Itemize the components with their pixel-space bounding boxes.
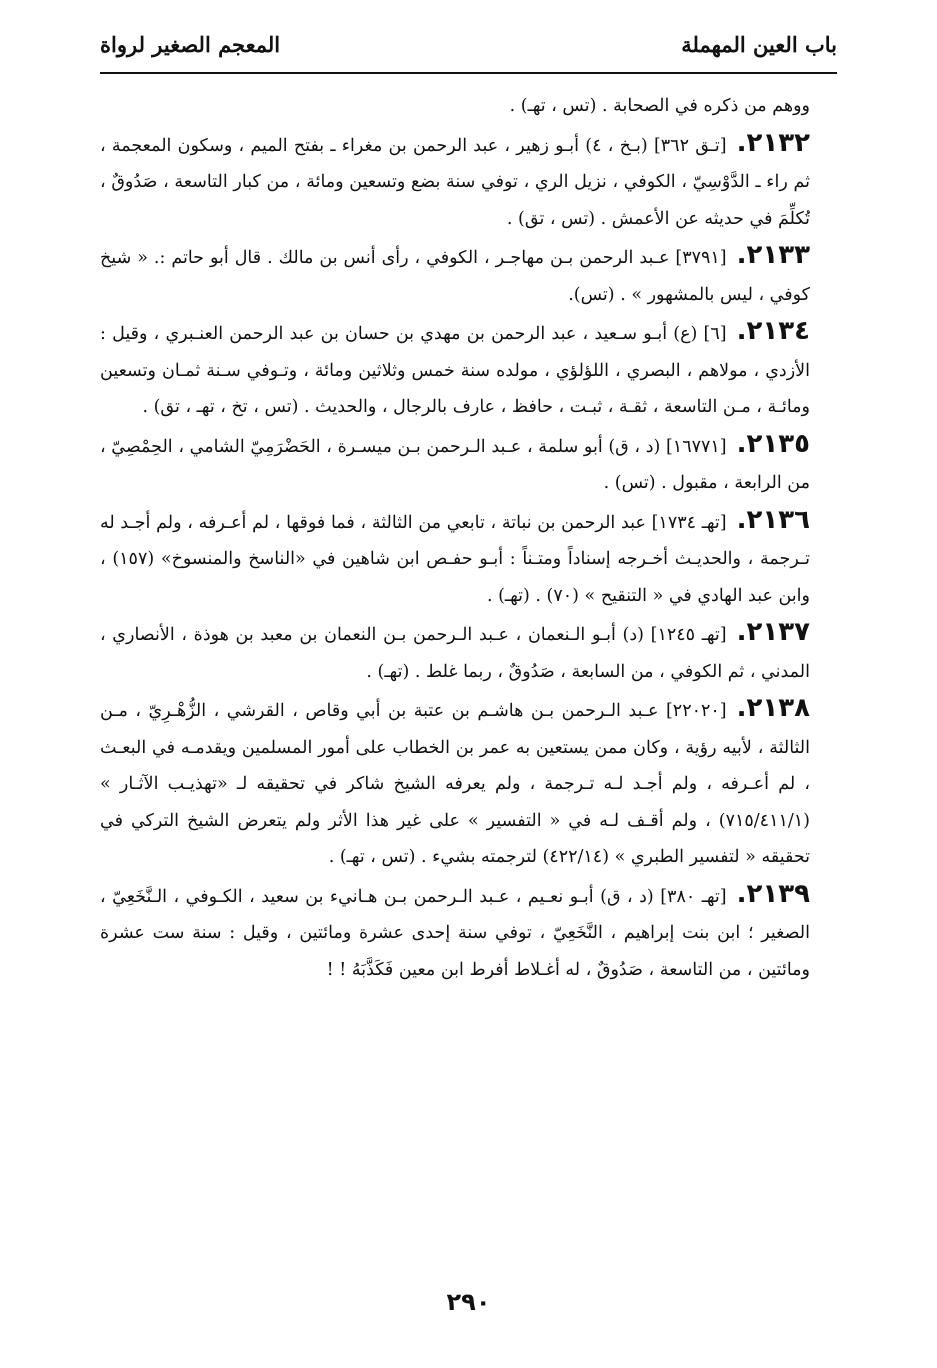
page-number: ٢٩٠ (446, 1288, 491, 1316)
entry-number: ٢١٣٤. (736, 316, 810, 346)
entry-text: [تهـ ١٧٣٤] عبد الرحمن بن نباتة ، تابعي من الثالثة ، فما فوقها ، لم أعـرفه ، ولم أجـد له تـرجمة ، والحديـث أخـرجه إسناداً ومتـناً : أبـو حفـص ابن شاهين في «الناسخ والمنسوخ» (١٥٧) ، وابن عبد الهادي في « التنقيح » (٧٠) . (تهـ) . (100, 512, 810, 606)
entry-text: [تهـ ١٢٤٥] (د) أبـو الـنعمان ، عـبد الـرحمن بـن النعمان بن معبد بن هوذة ، الأنصاري ، المدني ، ثم الكوفي ، من السابعة ، صَدُوقٌ ، ربما غلط . (تهـ) . (100, 625, 810, 682)
entry-number: ٢١٣٢. (736, 127, 811, 158)
entry-number: ٢١٣٦. (736, 504, 810, 535)
entry-2139 (100, 876, 810, 989)
entry-number: ٢١٣٩. (736, 878, 810, 909)
intro-line: ووهم من ذكره في الصحابة . (تس ، تهـ) . (509, 96, 810, 116)
entry-2138 (100, 690, 810, 876)
entry-text: [٣٧٩١] عـبد الرحمن بـن مهاجـر ، الكوفي ، رأى أنس بن مالك . قال أبو حاتم :. « شيخ كوفي ، ليس بالمشهور » . (تس). (100, 248, 810, 305)
entry-text: [٢٢٠٢٠] عـبد الـرحمن بـن هاشـم بن عتبة بن أبي وقاص ، القرشي ، الزُّهْـرِيّ ، مـن الثالثة ، لأبيه رؤية ، وكان ممن يستعين به عمر بن الخطاب على أمور المسلمين ويقدمـه في البعـث ، لم أعـرفه ، ولم أجـد لـه تـرجمة ، ولم يعرفه الشيخ شاكر في تحقيقه لـ «تهذيـب الآثـار » (٧١٥/٤١١/١) ، ولم أقـف لـه في « التفسير » على غير هذا الأثر ولم يتعرض الشيخ التركي في تحقيقه « لتفسير الطبري » (٤٢٢/١٤) لترجمته بشيء . (تس ، تهـ) . (100, 701, 810, 867)
entry-2134 (100, 313, 810, 426)
running-header (100, 26, 837, 66)
chapter-title: باب العين المهملة (681, 32, 837, 57)
entry-number: ٢١٣٨. (736, 693, 810, 723)
header-divider (100, 72, 837, 74)
entry-text: [٦] (ع) أبـو سـعيد ، عبد الرحمن بن مهدي بن حسان بن عبد الرحمن العنـبري ، وقيل : الأزدي ، مولاهم ، البصري ، اللؤلؤي ، مولده سنة خمس وثلاثين ومائة ، وتـوفي سـنة ثمـان وتسعين ومائـة ، مـن التاسعة ، ثقـة ، ثبـت ، حافظ ، عارف بالرجال ، والحديث . (تس ، تخ ، تهـ ، تق) . (100, 324, 810, 417)
entry-2132 (100, 125, 810, 238)
entry-text: [تـق ٣٦٢] (بـخ ، ٤) أبـو زهير ، عبد الرحمن بن مغراء ـ بفتح الميم ، وسكون المعجمة ، ثم راء ـ الدَّوْسِيّ ، الكوفي ، نزيل الري ، توفي سنة بضع وتسعين ومائة ، من كبار التاسعة ، صَدُوقٌ ، تُكلِّمَ في حديثه عن الأعمش . (تس ، تق) . (100, 135, 810, 229)
book-title: المعجم الصغير لرواة (100, 32, 281, 57)
entry-number: ٢١٣٧. (736, 617, 810, 647)
entry-number: ٢١٣٣. (736, 240, 810, 270)
entry-number: ٢١٣٥. (736, 428, 810, 459)
entry-2137 (100, 614, 810, 690)
entry-2133 (100, 237, 810, 313)
page-body (100, 88, 810, 988)
entry-2136 (100, 502, 810, 615)
entry-text: [١٦٧٧١] (د ، ق) أبو سلمة ، عـبد الـرحمن بـن ميسـرة ، الحَضْرَمِيّ الشامي ، الحِمْصِيّ ، من الرابعة ، مقبول . (تس) . (100, 436, 810, 493)
entry-2135 (100, 426, 810, 502)
entry-text: [تهـ ٣٨٠] (د ، ق) أبـو نعـيم ، عـبد الـرحمن بـن هـانيء بن سعيد ، الكـوفي ، الـنَّخَعِيّ ، الصغير ؛ ابن بنت إبراهيم ، النَّخَعِيّ ، توفي سنة إحدى عشرة ومائتين ، وقيل : سنة ست عشرة ومائتين ، من التاسعة ، صَدُوقٌ ، له أغـلاط أفرط ابن معين فَكَذَّبَهُ ! ! (100, 886, 810, 980)
